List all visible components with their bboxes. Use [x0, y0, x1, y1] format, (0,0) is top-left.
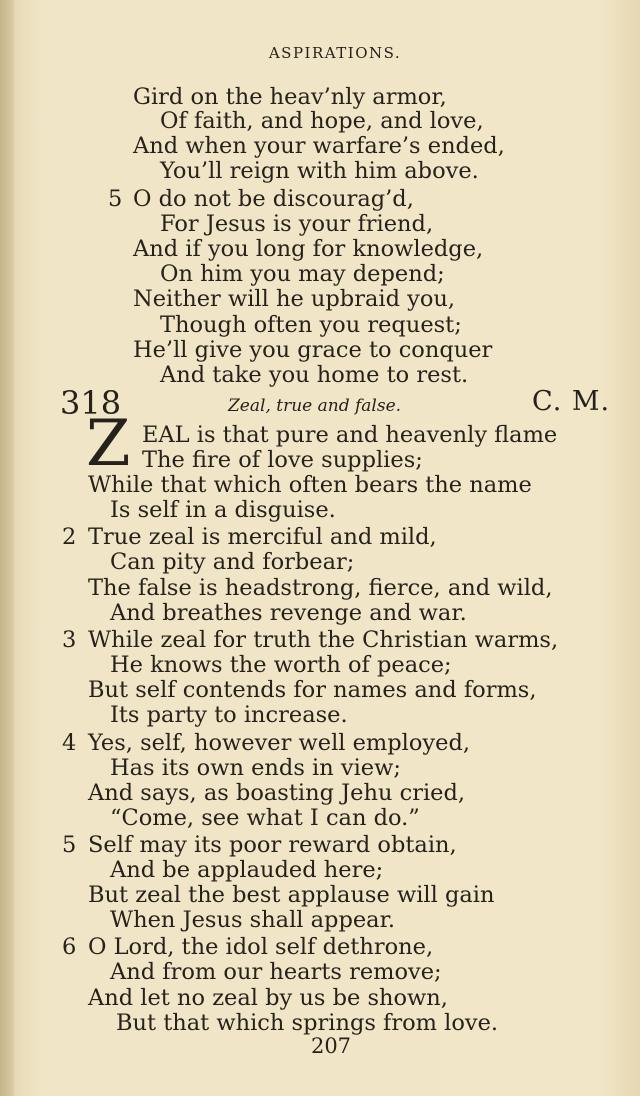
- verse-line: Yes, self, however well employed,: [88, 730, 470, 756]
- verse-line: Can pity and forbear;: [110, 549, 355, 575]
- verse-line: Neither will he upbraid you,: [133, 286, 456, 312]
- stanza-number: 5: [62, 832, 77, 858]
- verse-line: And breathes revenge and war.: [110, 600, 467, 626]
- page-number: 207: [310, 1034, 352, 1058]
- verse-line: Self may its poor reward obtain,: [88, 832, 457, 858]
- verse-line: And when your warfare’s ended,: [133, 133, 505, 159]
- verse-line: But that which springs from love.: [116, 1010, 499, 1036]
- verse-line: While zeal for truth the Christian warms,: [88, 627, 559, 653]
- verse-line: O Lord, the idol self dethrone,: [88, 934, 434, 960]
- verse-line: And if you long for knowledge,: [133, 236, 484, 262]
- verse-line: And let no zeal by us be shown,: [88, 985, 448, 1011]
- verse-line: EAL is that pure and heavenly flame: [142, 422, 558, 448]
- verse-line: But zeal the best applause will gain: [88, 882, 495, 908]
- verse-line: And says, as boasting Jehu cried,: [88, 780, 466, 806]
- verse-line: The fire of love supplies;: [142, 447, 423, 473]
- verse-line: He knows the worth of peace;: [110, 652, 452, 678]
- verse-line: When Jesus shall appear.: [110, 907, 396, 933]
- verse-line: Its party to increase.: [110, 702, 348, 728]
- verse-line: On him you may depend;: [160, 261, 445, 287]
- verse-line: And be applauded here;: [110, 857, 384, 883]
- verse-line: He’ll give you grace to conquer: [133, 337, 493, 363]
- verse-line: And from our hearts remove;: [110, 959, 442, 985]
- stanza-number: 5: [108, 186, 123, 212]
- verse-line: O do not be discourag’d,: [133, 186, 414, 212]
- verse-line: True zeal is merciful and mild,: [88, 524, 437, 550]
- verse-line: But self contends for names and forms,: [88, 677, 537, 703]
- verse-line: Gird on the heav’nly armor,: [133, 84, 447, 110]
- stanza-number: 3: [62, 627, 77, 653]
- page-gutter: [0, 0, 14, 1096]
- stanza-number: 2: [62, 524, 77, 550]
- hymn-meter: C. M.: [532, 386, 611, 417]
- verse-line: “Come, see what I can do.”: [110, 805, 420, 831]
- hymn-title: Zeal, true and false.: [228, 396, 402, 416]
- verse-line: While that which often bears the name: [88, 472, 532, 498]
- verse-line: Though often you request;: [160, 312, 462, 338]
- verse-line: You’ll reign with him above.: [160, 158, 479, 184]
- stanza-number: 4: [62, 730, 77, 756]
- running-header: ASPIRATIONS.: [268, 44, 402, 62]
- verse-line: The false is headstrong, fierce, and wild,: [88, 575, 553, 601]
- stanza-number: 6: [62, 934, 77, 960]
- verse-line: For Jesus is your friend,: [160, 211, 434, 237]
- verse-line: And take you home to rest.: [160, 362, 469, 388]
- drop-cap: Z: [86, 407, 131, 481]
- hymn-number: 318: [60, 384, 122, 422]
- verse-line: Of faith, and hope, and love,: [160, 108, 484, 134]
- verse-line: Is self in a disguise.: [110, 497, 336, 523]
- verse-line: Has its own ends in view;: [110, 755, 401, 781]
